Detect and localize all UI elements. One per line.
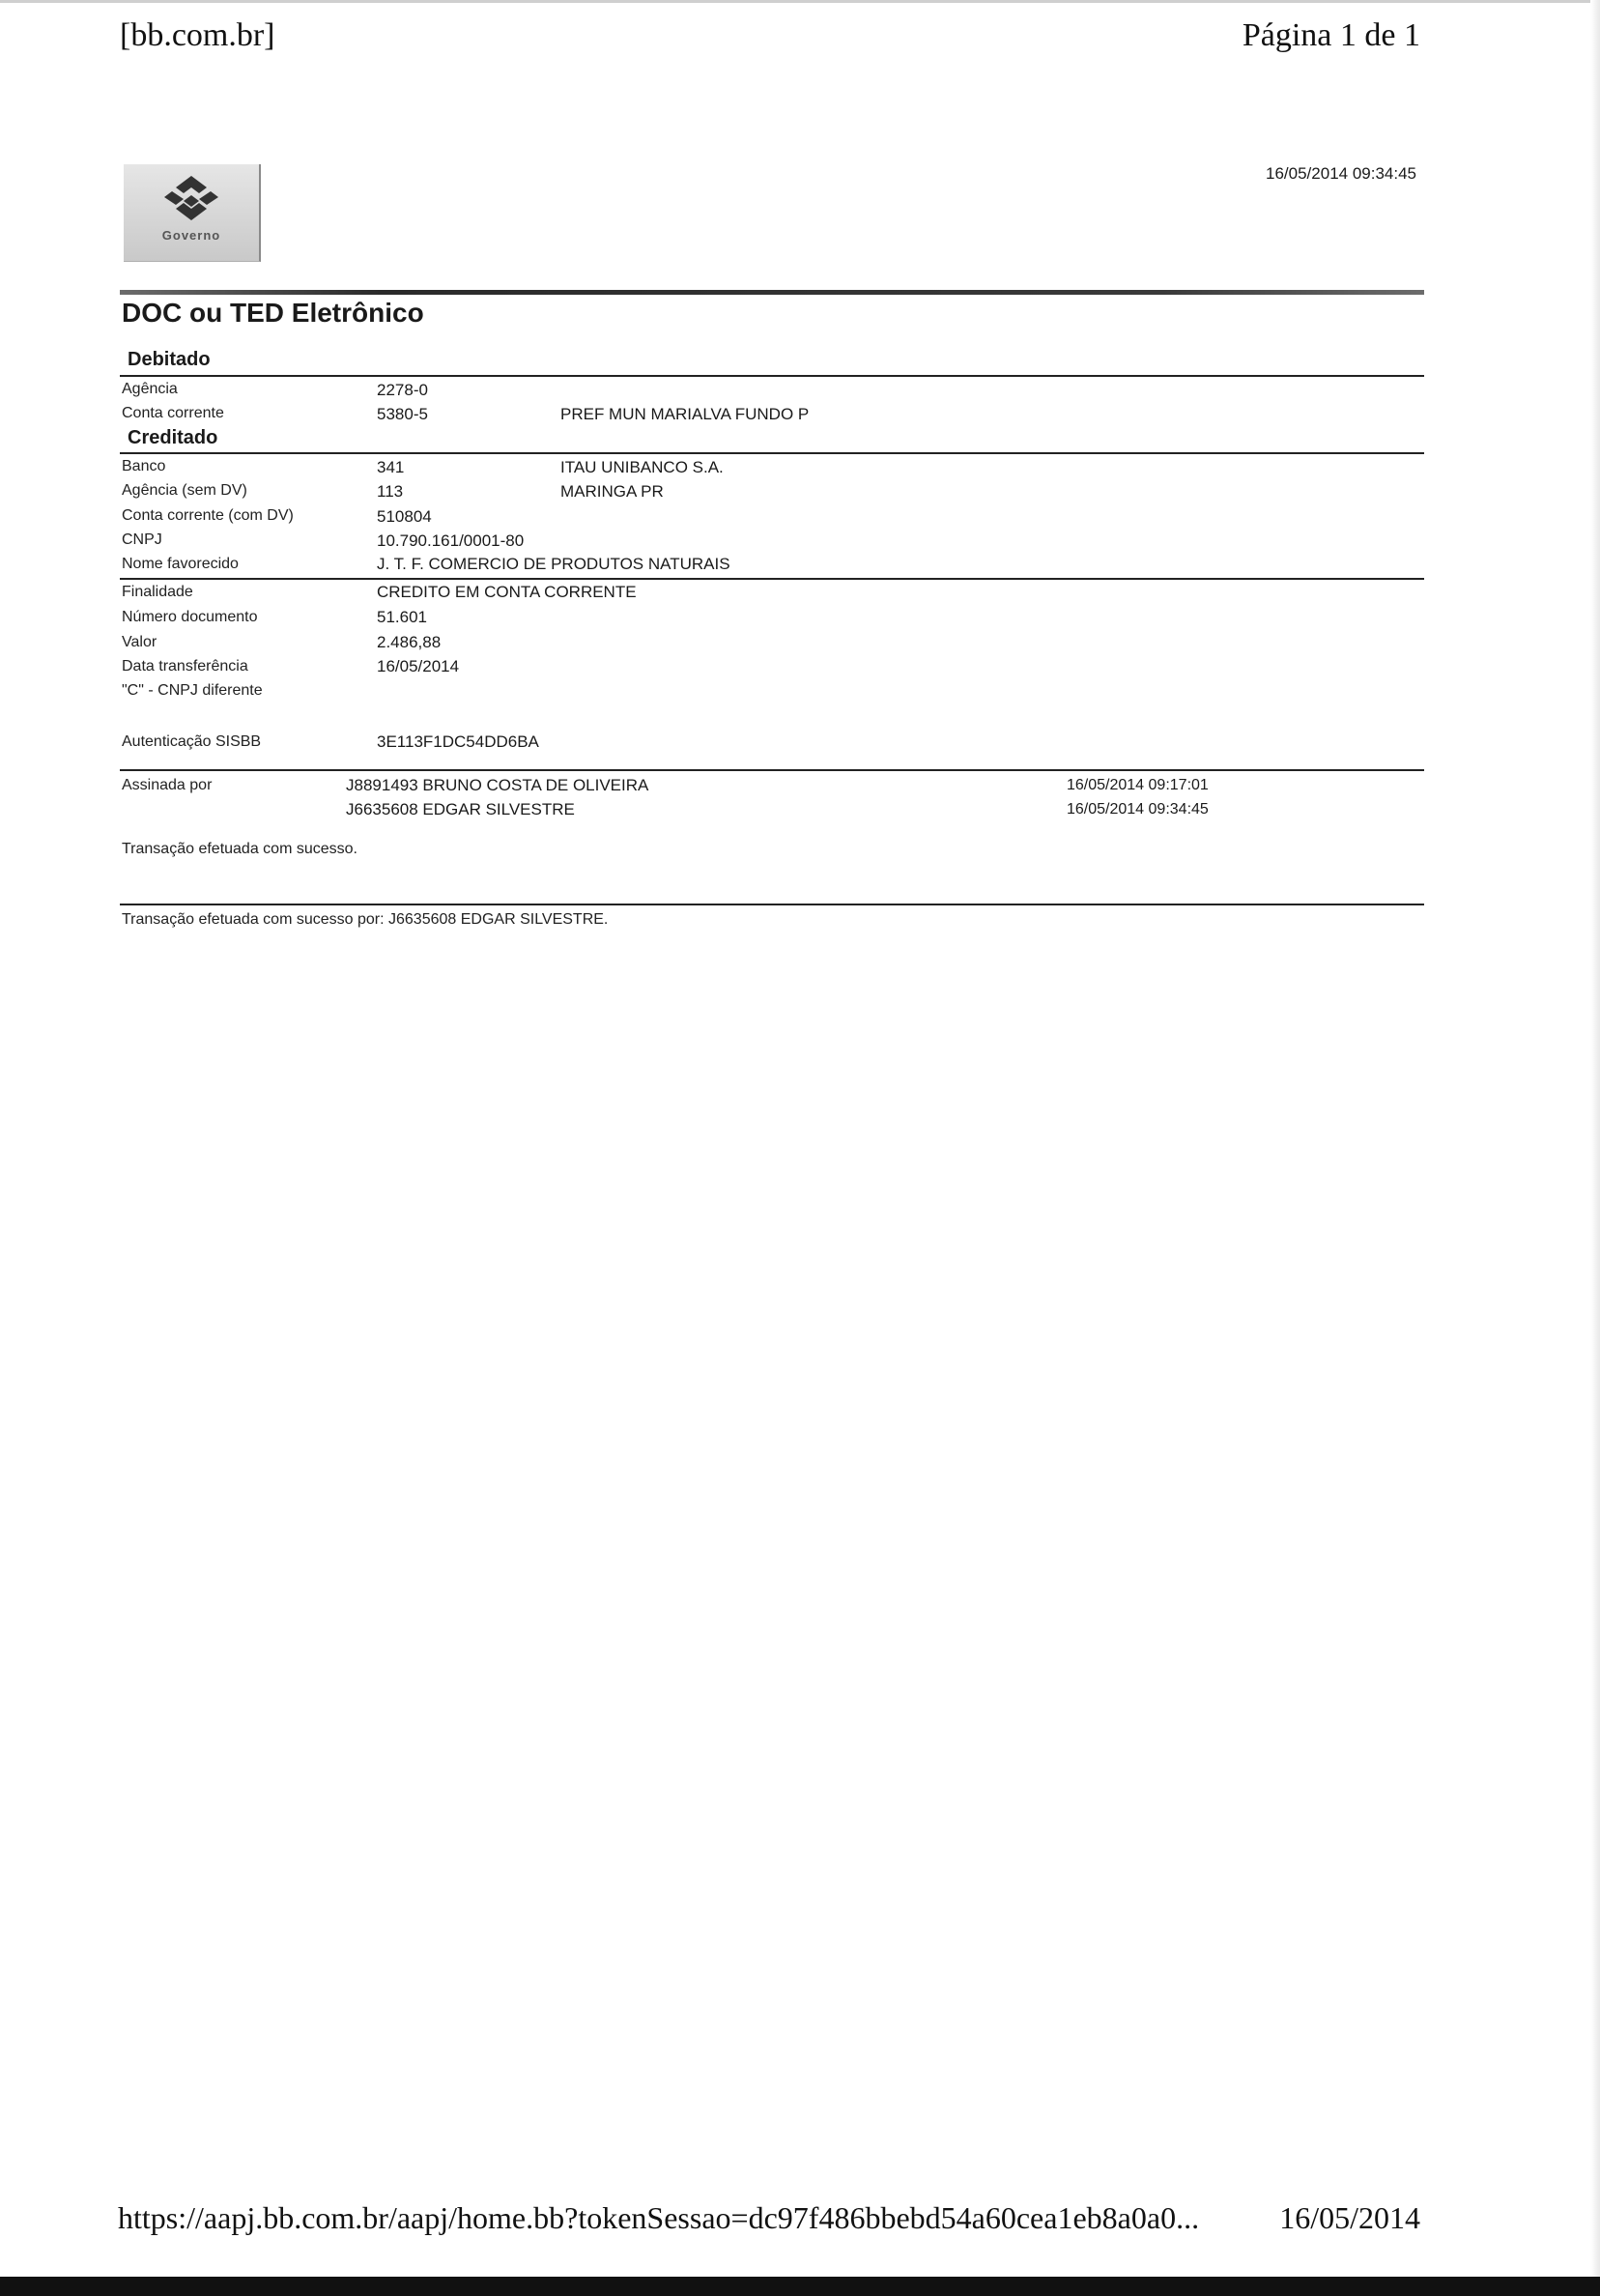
detail-label-data: Data transferência — [122, 658, 248, 674]
debitado-label-agencia: Agência — [122, 381, 178, 397]
detail-value-finalidade: CREDITO EM CONTA CORRENTE — [377, 583, 637, 601]
scan-edge-top — [0, 0, 1600, 3]
creditado-value-cnpj: 10.790.161/0001-80 — [377, 531, 525, 550]
signatures-divider — [120, 769, 1424, 771]
final-status-message: Transação efetuada com sucesso por: J6635608 EDGAR SILVESTRE. — [122, 911, 609, 928]
creditado-bank-name: ITAU UNIBANCO S.A. — [560, 458, 724, 476]
signature-name: J6635608 EDGAR SILVESTRE — [346, 800, 575, 818]
detail-value-valor: 2.486,88 — [377, 633, 442, 651]
signature-date: 16/05/2014 09:34:45 — [1067, 801, 1209, 818]
print-header-site: [bb.com.br] — [120, 17, 275, 53]
signature-date: 16/05/2014 09:17:01 — [1067, 777, 1209, 793]
debitado-value-agencia: 2278-0 — [377, 381, 428, 399]
scan-edge-bottom — [0, 2277, 1600, 2296]
creditado-divider — [120, 452, 1424, 454]
signatures-label: Assinada por — [122, 777, 213, 793]
creditado-value-favorecido: J. T. F. COMERCIO DE PRODUTOS NATURAIS — [377, 555, 730, 573]
debitado-section-title: Debitado — [128, 349, 211, 370]
logo-caption: Governo — [161, 228, 221, 243]
detail-value-data: 16/05/2014 — [377, 657, 460, 675]
creditado-section-title: Creditado — [128, 427, 218, 448]
final-divider — [120, 904, 1424, 905]
status-message: Transação efetuada com sucesso. — [122, 841, 357, 857]
detail-value-numero: 51.601 — [377, 608, 427, 626]
debitado-label-conta: Conta corrente — [122, 405, 224, 421]
details-divider — [120, 578, 1424, 580]
print-header-page-info: Página 1 de 1 — [1242, 17, 1420, 53]
detail-label-valor: Valor — [122, 634, 157, 650]
debitado-account-holder: PREF MUN MARIALVA FUNDO P — [560, 405, 810, 423]
signature-name: J8891493 BRUNO COSTA DE OLIVEIRA — [346, 776, 649, 794]
print-footer-url: https://aapj.bb.com.br/aapj/home.bb?tokenSessao=dc97f486bbebd54a60cea1eb8a0a0... — [118, 2200, 1200, 2235]
title-divider — [120, 290, 1424, 295]
creditado-value-agencia: 113 — [377, 482, 404, 501]
creditado-label-banco: Banco — [122, 458, 166, 474]
creditado-label-conta: Conta corrente (com DV) — [122, 507, 294, 524]
debitado-value-conta: 5380-5 — [377, 405, 428, 423]
page-title: DOC ou TED Eletrônico — [122, 298, 424, 328]
scan-edge-right — [1590, 0, 1600, 2296]
detail-label-cnpj-diferente: "C" - CNPJ diferente — [122, 682, 263, 699]
bank-logo — [124, 164, 261, 262]
generated-timestamp: 16/05/2014 09:34:45 — [1266, 164, 1416, 183]
print-footer-date: 16/05/2014 — [1279, 2200, 1420, 2235]
detail-label-numero: Número documento — [122, 609, 258, 625]
creditado-label-agencia: Agência (sem DV) — [122, 482, 247, 499]
banco-do-brasil-logo-icon — [164, 174, 218, 222]
creditado-agencia-city: MARINGA PR — [560, 482, 664, 501]
creditado-label-cnpj: CNPJ — [122, 531, 162, 548]
auth-value: 3E113F1DC54DD6BA — [377, 732, 539, 751]
creditado-value-banco: 341 — [377, 458, 405, 476]
auth-label: Autenticação SISBB — [122, 733, 262, 750]
debitado-divider — [120, 375, 1424, 377]
creditado-label-favorecido: Nome favorecido — [122, 556, 239, 572]
detail-label-finalidade: Finalidade — [122, 584, 193, 600]
creditado-value-conta: 510804 — [377, 507, 432, 526]
